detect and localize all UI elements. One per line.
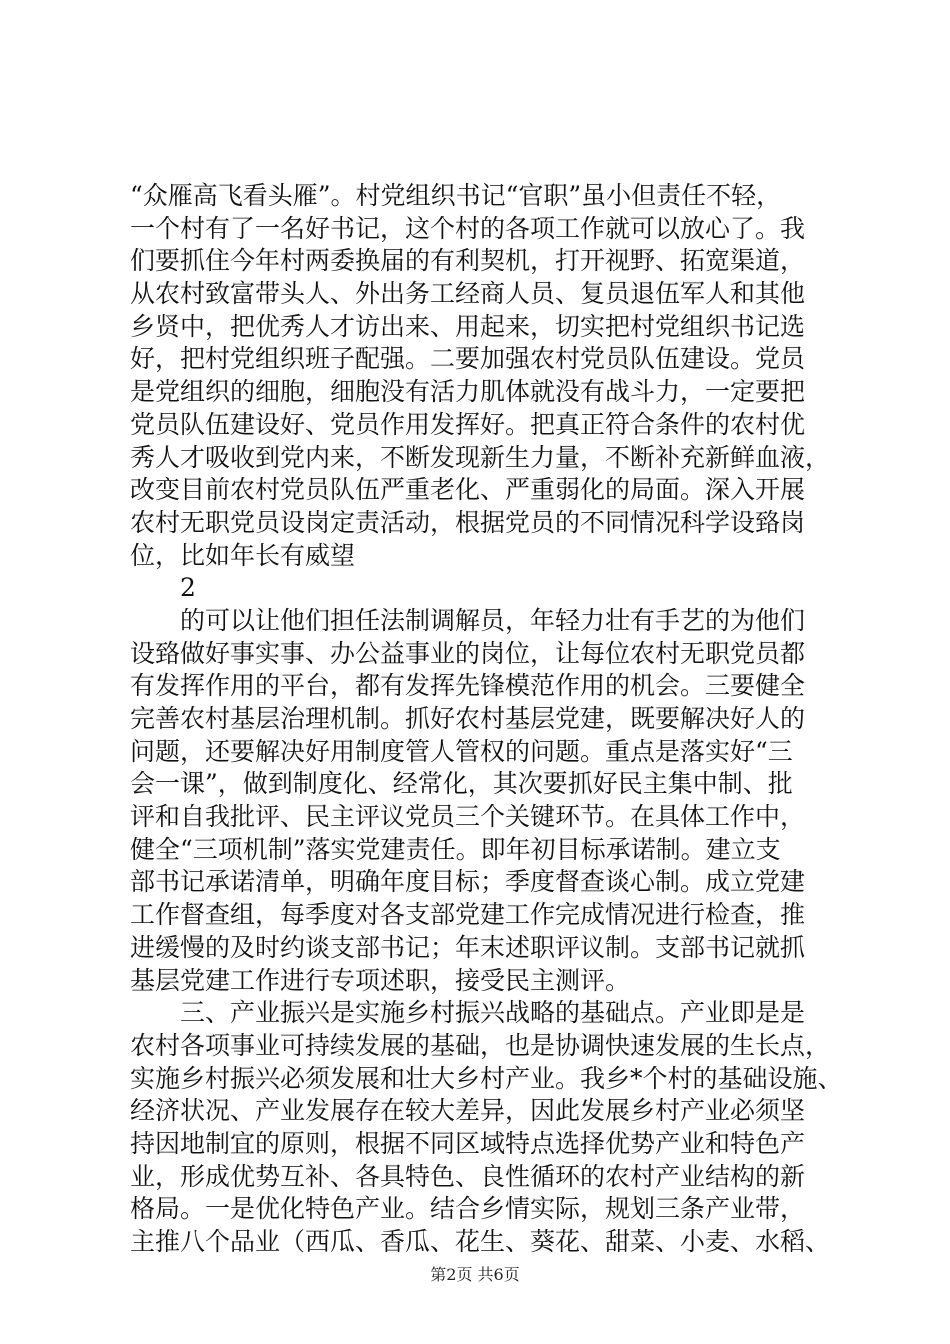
- text-line: 农村各项事业可持续发展的基础，也是协调快速发展的生长点，: [130, 1030, 831, 1060]
- text-line: 农村无职党员设岗定责活动，根据党员的不同情况科学设臵岗: [130, 507, 806, 537]
- text-line: “众雁高飞看头雁”。村党组织书记“官职”虽小但责任不轻，: [130, 181, 782, 210]
- text-line: 位，比如年长有威望: [130, 540, 356, 570]
- text-line: 设臵做好事实事、办公益事业的岗位，让每位农村无职党员都: [130, 638, 806, 668]
- inline-page-number: 2: [180, 573, 196, 603]
- text-line: 从农村致富带头人、外出务工经商人员、复员退伍军人和其他: [130, 279, 806, 309]
- text-line: 们要抓住今年村两委换届的有利契机，打开视野、拓宽渠道，: [130, 246, 806, 276]
- text-line: 实施乡村振兴必须发展和壮大乡村产业。我乡*个村的基础设施、: [130, 1063, 843, 1093]
- text-line: 主推八个品业（西瓜、香瓜、花生、葵花、甜菜、小麦、水稻、: [130, 1227, 831, 1256]
- text-line: 好，把村党组织班子配强。二要加强农村党员队伍建设。党员: [130, 344, 806, 374]
- text-line: 格局。一是优化特色产业。结合乡情实际，规划三条产业带，: [130, 1194, 806, 1224]
- text-line: 经济状况、产业发展存在较大差异，因此发展乡村产业必须坚: [130, 1096, 806, 1126]
- text-line: 党员队伍建设好、党员作用发挥好。把真正符合条件的农村优: [130, 409, 806, 439]
- text-line: 的可以让他们担任法制调解员，年轻力壮有手艺的为他们: [180, 605, 806, 635]
- text-line: 有发挥作用的平台，都有发挥先锋模范作用的机会。三要健全: [130, 671, 806, 701]
- text-line: 部书记承诺清单，明确年度目标；季度督查谈心制。成立党建: [130, 867, 806, 897]
- text-line: 改变目前农村党员队伍严重老化、严重弱化的局面。深入开展: [130, 475, 806, 505]
- text-line: 乡贤中，把优秀人才访出来、用起来，切实把村党组织书记选: [130, 311, 806, 341]
- text-line: 问题，还要解决好用制度管人管权的问题。重点是落实好“三: [130, 736, 793, 766]
- document-body: [130, 180, 850, 1259]
- page-footer: 第2页 共6页: [430, 1265, 520, 1284]
- text-line: 业，形成优势互补、各具特色、良性循环的农村产业结构的新: [130, 1161, 806, 1191]
- text-line: 会一课”，做到制度化、经常化，其次要抓好民主集中制、批: [130, 769, 793, 799]
- text-line: 一个村有了一名好书记，这个村的各项工作就可以放心了。我: [130, 213, 806, 243]
- paragraph-start-line: 三、产业振兴是实施乡村振兴战略的基础点。产业即是是: [180, 998, 806, 1028]
- text-line: 健全“三项机制”落实党建责任。即年初目标承诺制。建立支: [130, 834, 781, 864]
- text-line: 工作督查组，每季度对各支部党建工作完成情况进行检查，推: [130, 900, 806, 930]
- text-line: 基层党建工作进行专项述职，接受民主测评。: [130, 965, 631, 995]
- text-line: 进缓慢的及时约谈支部书记；年末述职评议制。支部书记就抓: [130, 932, 806, 962]
- text-line: 评和自我批评、民主评议党员三个关键环节。在具体工作中，: [130, 802, 806, 832]
- text-line: 秀人才吸收到党内来，不断发现新生力量，不断补充新鲜血液，: [130, 442, 831, 472]
- text-line: 持因地制宜的原则，根据不同区域特点选择优势产业和特色产: [130, 1128, 806, 1158]
- text-line: 是党组织的细胞，细胞没有活力肌体就没有战斗力，一定要把: [130, 377, 806, 407]
- text-line: 完善农村基层治理机制。抓好农村基层党建，既要解决好人的: [130, 704, 806, 733]
